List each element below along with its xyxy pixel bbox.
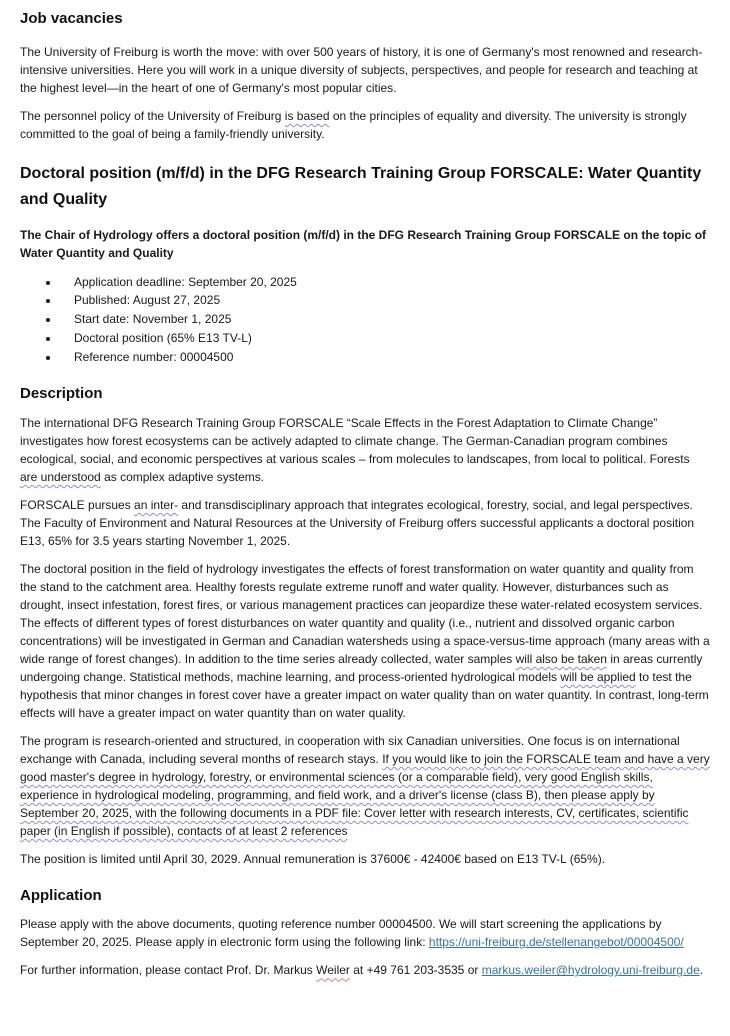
desc-p1-text: The international DFG Research Training Group FORSCALE “Scale Effects in the Forest Adaptation to Climate Change” investigates how forest ecosystems can be actively adapted to climate change. The German-Canadian program combines ecological, social, and economic perspectives at various scales – from molecules to landscapes, from local to political. Forests xyxy=(20,415,690,466)
list-item-published: • Published: August 27, 2025 xyxy=(60,291,710,310)
application-paragraph-2 xyxy=(20,961,710,979)
grammar-marked-text: will be applied xyxy=(560,669,636,684)
grammar-marked-text: will also be taken xyxy=(515,651,607,666)
description-paragraph-1 xyxy=(20,414,710,486)
position-subtitle: The Chair of Hydrology offers a doctoral position (m/f/d) in the DFG Research Training Group FORSCALE on the topic of Water Quantity and Quality xyxy=(20,227,707,261)
description-heading: Description xyxy=(20,385,103,403)
description-paragraph-3 xyxy=(20,560,710,722)
desc-p3-text-end: to test the hypothesis that minor changes in forest cover have a greater impact on water quality than on water quantity. In contrast, long-term effects will have a greater impact on water quantity than on water quality. xyxy=(20,669,709,720)
grammar-marked-text: are understood xyxy=(20,469,101,484)
application-p1-text: Please apply with the above documents, quoting reference number 00004500. We will start screening the applications by September 20, 2025. Please apply in electronic form using the following link: xyxy=(20,917,662,950)
desc-p3-text: The doctoral position in the field of hydrology investigates the effects of forest transformation on water quantity and quality from the stand to the catchment area. Healthy forests regulate extreme runoff and water quality. However, disturbances such as drought, insect infestation, forest fires, or various management practices can jeopardize these water-related ecosystem services. The effects of different types of forest disturbances on water quantity and quality (i.e., nutrient and dissolved organic carbon concentrations) will be investigated in German and Canadian watersheds using a space-versus-time approach (many areas with a wide range of forest changes). In addition to the time series already collected, water samples xyxy=(20,561,710,666)
intro-paragraph-1: The University of Freiburg is worth the move: with over 500 years of history, it is one of Germany's most renowned and research-intensive universities. Here you will work in a unique diversity of subjects, perspectives, and people for research and teaching at the highest level—in the heart of one of Germany's most popular cities. xyxy=(20,44,703,95)
application-p2-text-end: . xyxy=(699,963,704,978)
intro-p2-text-end: on the principles of equality and diversity. The university is strongly committed to the goal of being a family-friendly university. xyxy=(20,108,687,141)
desc-p3-text-mid: in areas currently undergoing change. Statistical methods, machine learning, and process-oriented hydrological models xyxy=(20,651,703,684)
desc-p1-text-end: as complex adaptive systems. xyxy=(100,469,265,484)
grammar-marked-text: an inter- xyxy=(134,497,179,512)
intro-paragraph-2 xyxy=(20,107,710,143)
description-paragraph-4 xyxy=(20,732,710,840)
intro-p2-text: The personnel policy of the University of Freiburg xyxy=(20,108,285,123)
list-item-reference-number: • Reference number: 00004500 xyxy=(60,348,710,367)
position-facts-list xyxy=(20,273,710,367)
list-item-position: • Doctoral position (65% E13 TV-L) xyxy=(60,329,710,348)
page-title: Job vacancies xyxy=(20,10,123,27)
desc-p2-text-end: and transdisciplinary approach that integrates ecological, forestry, social, and legal perspectives. The Faculty of Environment and Natural Resources at the University of Freiburg offers successful applicants a doctoral position E13, 65% for 3.5 years starting November 1, 2025. xyxy=(20,497,695,548)
application-portal-link[interactable]: https://uni-freiburg.de/stellenangebot/00004500/ xyxy=(428,935,684,950)
desc-p2-text: FORSCALE pursues xyxy=(20,497,135,512)
desc-p4-text: The program is research-oriented and structured, in cooperation with six Canadian universities. One focus is on international exchange with Canada, including several months of research stays. xyxy=(20,733,680,766)
application-paragraph-1 xyxy=(20,915,710,951)
contact-email-link[interactable]: markus.weiler@hydrology.uni-freiburg.de xyxy=(481,963,700,978)
grammar-marked-text: is based xyxy=(284,108,330,123)
application-p2-text-mid: at +49 761 203-3535 or xyxy=(349,963,482,978)
application-heading: Application xyxy=(20,886,102,904)
description-paragraph-2 xyxy=(20,496,710,550)
position-heading: Doctoral position (m/f/d) in the DFG Research Training Group FORSCALE: Water Quantity and Quality xyxy=(20,164,702,209)
spellcheck-marked-text: Weiler xyxy=(316,963,350,978)
list-item-start-date: • Start date: November 1, 2025 xyxy=(60,310,710,329)
grammar-marked-text: If you would like to join the FORSCALE team and have a very good master's degree in hydrology, forestry, or environmental sciences (or a comparable field), very good English skills, experience in hydrological modeling, programming, and field work, and a driver's license (class B), then please apply by September 20, 2025, with the following documents in a PDF file: Cover letter with research interests, CV, certificates, scientific paper (in English if possible), contacts of at least 2 references xyxy=(20,751,710,838)
application-p2-text: For further information, please contact Prof. Dr. Markus xyxy=(20,963,317,978)
list-item-deadline: • Application deadline: September 20, 2025 xyxy=(60,273,710,292)
description-paragraph-5: The position is limited until April 30, 2029. Annual remuneration is 37600€ - 42400€ based on E13 TV-L (65%). xyxy=(20,851,606,866)
